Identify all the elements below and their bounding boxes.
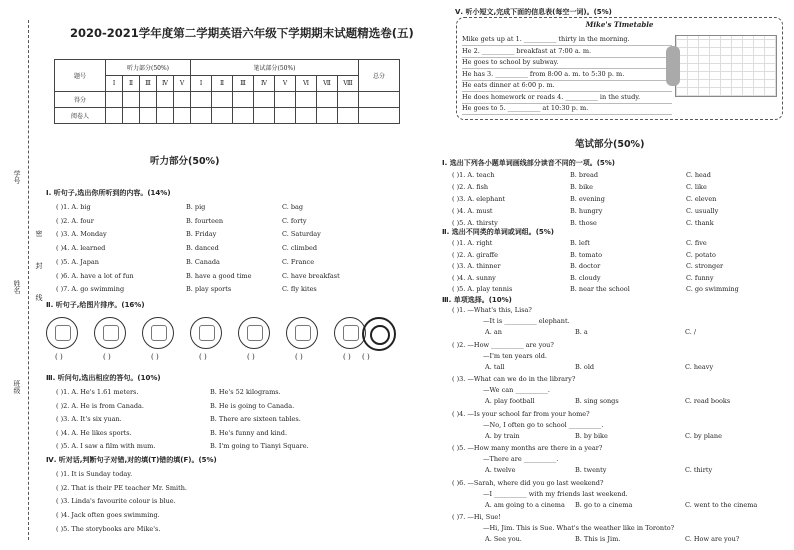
name-label: 姓名 <box>13 280 21 294</box>
option-c[interactable]: C. thirty <box>685 466 713 474</box>
picture-row <box>46 317 391 349</box>
question-text[interactable]: ( )4. —Is your school far from your home? <box>452 409 590 418</box>
score-cell[interactable] <box>359 108 400 124</box>
question-text[interactable]: ( )3. —What can we do in the library? <box>452 375 576 383</box>
writing-2-heading: Ⅱ. 选出不同类的单词或词组。(5%) <box>442 228 554 236</box>
option-text: C. usually <box>686 207 719 215</box>
student-number-label: 学号 <box>13 170 21 184</box>
option-b[interactable]: B. by bike <box>575 431 608 440</box>
statement-text[interactable]: ( )2. That is their PE teacher Mr. Smith. <box>56 483 187 492</box>
question-text[interactable]: ( )5. —How many months are there in a year? <box>452 444 603 452</box>
option-b[interactable]: B. a <box>575 328 588 336</box>
timetable-line[interactable]: He 2. __________ breakfast at 7:00 a. m. <box>462 47 672 58</box>
writing-col-3: Ⅲ <box>233 76 254 92</box>
option-text[interactable]: ( )6. A. have a lot of fun <box>56 271 134 280</box>
option-c[interactable]: C. / <box>685 328 697 336</box>
option-text: B. have a good time <box>186 271 252 280</box>
picture-3-icon <box>142 317 174 349</box>
option-text[interactable]: ( )5. A. play tennis <box>452 285 513 293</box>
boy-figure-icon <box>666 46 680 86</box>
answer-blank[interactable]: ( ) <box>151 353 159 361</box>
option-a[interactable]: A. an <box>485 328 502 336</box>
score-cell[interactable] <box>296 108 317 124</box>
option-text: C. funny <box>686 273 714 282</box>
option-text: B. Friday <box>186 230 217 239</box>
option-text[interactable]: ( )7. A. go swimming <box>56 285 125 294</box>
writing-col-6: Ⅵ <box>296 76 317 92</box>
option-text: B. He is going to Canada. <box>210 401 295 410</box>
timetable-line[interactable]: Mike gets up at 1. __________ thirty in the morning. <box>462 35 672 46</box>
option-text: C. head <box>686 171 711 179</box>
option-c[interactable]: C. by plane <box>685 431 722 440</box>
header-question: 题号 <box>55 60 106 92</box>
score-cell[interactable] <box>123 92 140 108</box>
page-title: 2020-2021学年度第二学期英语六年级下学期期末试题精选卷(五) <box>70 26 414 40</box>
listening-col-5: Ⅴ <box>174 76 191 92</box>
option-text[interactable]: ( )2. A. giraffe <box>452 250 498 259</box>
question-line-2: —Hi, Jim. This is Sue. What's the weather like in Toronto? <box>483 524 675 532</box>
option-text: C. Saturday <box>282 230 321 239</box>
option-a[interactable]: A. by train <box>485 431 520 440</box>
answer-blank[interactable]: ( ) <box>343 353 351 361</box>
option-text: B. I'm going to Tianyi Square. <box>210 442 309 450</box>
answer-blank[interactable]: ( ) <box>295 353 303 361</box>
answer-blank[interactable]: ( ) <box>247 353 255 361</box>
score-cell[interactable] <box>338 92 359 108</box>
option-text[interactable]: ( )4. A. sunny <box>452 273 496 282</box>
option-a[interactable]: A. tall <box>485 362 505 371</box>
option-text: B. bike <box>570 183 593 191</box>
option-text[interactable]: ( )4. A. learned <box>56 244 106 253</box>
score-cell[interactable] <box>296 92 317 108</box>
score-cell[interactable] <box>212 92 233 108</box>
timetable-title: Mike's Timetable <box>585 20 654 29</box>
option-text[interactable]: ( )1. A. big <box>56 203 91 211</box>
header-listening: 听力部分(50%) <box>106 60 191 76</box>
option-b[interactable]: B. twenty <box>575 466 607 474</box>
class-label: 班级 <box>13 380 21 394</box>
score-cell[interactable] <box>233 92 254 108</box>
score-cell[interactable] <box>157 92 174 108</box>
listening-1-heading: Ⅰ. 听句子,选出你所听到的内容。(14%) <box>46 189 171 197</box>
cut-line <box>28 20 29 540</box>
option-text[interactable]: ( )1. A. right <box>452 239 493 247</box>
listening-3-heading: Ⅲ. 听问句,选出相应的答句。(10%) <box>46 374 161 382</box>
binding-margin <box>0 0 43 550</box>
writing-3-heading: Ⅲ. 单项选择。(10%) <box>442 296 512 304</box>
timetable-box <box>456 17 783 120</box>
header-writing: 笔试部分(50%) <box>191 60 359 76</box>
option-text[interactable]: ( )1. A. He's 1.61 meters. <box>56 388 139 396</box>
option-a[interactable]: A. See you. <box>485 535 522 543</box>
score-cell[interactable] <box>338 108 359 124</box>
writing-title: 笔试部分(50%) <box>575 139 645 150</box>
header-total: 总分 <box>359 60 400 92</box>
statement-text[interactable]: ( )4. Jack often goes swimming. <box>56 511 160 520</box>
question-line-2: —There are __________. <box>483 455 559 463</box>
score-cell[interactable] <box>140 92 157 108</box>
option-text[interactable]: ( )4. A. must <box>452 207 493 215</box>
picture-5-icon <box>238 317 270 349</box>
timetable-line[interactable]: He has 3. __________ from 8:00 a. m. to 5:30 p. m. <box>462 70 672 81</box>
option-text: B. pig <box>186 203 206 211</box>
option-text[interactable]: ( )4. A. He likes sports. <box>56 428 132 437</box>
listening-5-heading: Ⅴ. 听小短文,完成下面的信息表(每空一词)。(5%) <box>455 8 612 16</box>
option-text: C. like <box>686 183 707 191</box>
score-cell[interactable] <box>174 92 191 108</box>
writing-col-4: Ⅳ <box>254 76 275 92</box>
option-text: B. There are sixteen tables. <box>210 415 301 423</box>
score-cell[interactable] <box>157 108 174 124</box>
answer-blank[interactable]: ( ) <box>362 353 370 361</box>
writing-col-1: Ⅰ <box>191 76 212 92</box>
option-text: B. near the school <box>570 285 630 293</box>
question-text[interactable]: ( )2. —How __________ are you? <box>452 340 554 349</box>
listening-col-4: Ⅳ <box>157 76 174 92</box>
option-b[interactable]: B. go to a cinema <box>575 500 633 509</box>
score-cell[interactable] <box>191 92 212 108</box>
option-text: C. thank <box>686 219 714 227</box>
seal-mark-2: 封 <box>35 262 43 269</box>
option-text: B. bread <box>570 171 599 179</box>
option-text: C. bag <box>282 203 304 211</box>
option-a[interactable]: A. play football <box>485 397 535 405</box>
timetable-line[interactable]: He goes to 5. __________ at 10:30 p. m. <box>462 104 672 115</box>
statement-text[interactable]: ( )1. It is Sunday today. <box>56 470 133 478</box>
option-text: C. climbed <box>282 244 318 253</box>
statement-text[interactable]: ( )5. The storybooks are Mike's. <box>56 524 161 533</box>
option-text: B. He's 52 kilograms. <box>210 388 281 396</box>
option-text: B. those <box>570 219 597 227</box>
option-text: C. five <box>686 239 707 247</box>
question-line-2: —It is __________ elephant. <box>483 317 570 325</box>
no-entry-sign-icon <box>362 317 396 351</box>
score-cell[interactable] <box>275 108 296 124</box>
listening-col-2: Ⅱ <box>123 76 140 92</box>
option-text: C. eleven <box>686 195 717 203</box>
option-a[interactable]: A. twelve <box>485 466 516 474</box>
writing-col-5: Ⅴ <box>275 76 296 92</box>
row-grader-label: 阅卷人 <box>55 108 106 124</box>
option-b[interactable]: B. old <box>575 362 595 371</box>
option-text: B. play sports <box>186 285 232 294</box>
option-text[interactable]: ( )1. A. teach <box>452 171 495 179</box>
score-cell[interactable] <box>140 108 157 124</box>
question-line-2: —I'm ten years old. <box>483 351 547 360</box>
score-table <box>54 59 400 124</box>
writing-1-heading: Ⅰ. 选出下列各小题单词画线部分读音不同的一项。(5%) <box>442 159 615 167</box>
option-text: C. stronger <box>686 262 724 270</box>
statement-text[interactable]: ( )3. Linda's favourite colour is blue. <box>56 497 176 506</box>
timetable-image <box>675 35 777 97</box>
score-cell[interactable] <box>275 92 296 108</box>
option-c[interactable]: C. read books <box>685 397 731 405</box>
seal-mark-3: 线 <box>35 294 43 301</box>
score-cell[interactable] <box>106 108 123 124</box>
option-text[interactable]: ( )2. A. four <box>56 216 94 225</box>
option-text: C. have breakfast <box>282 271 340 280</box>
score-cell[interactable] <box>359 92 400 108</box>
question-text[interactable]: ( )7. —Hi, Sue! <box>452 513 501 521</box>
option-b[interactable]: B. This is Jim. <box>575 535 621 543</box>
listening-title: 听力部分(50%) <box>150 156 220 167</box>
seal-mark: 密 <box>35 230 43 237</box>
option-c[interactable]: C. heavy <box>685 362 714 371</box>
listening-col-3: Ⅲ <box>140 76 157 92</box>
writing-col-7: Ⅶ <box>317 76 338 92</box>
option-text[interactable]: ( )5. A. Japan <box>56 257 99 266</box>
writing-col-2: Ⅱ <box>212 76 233 92</box>
option-text: B. hungry <box>570 207 603 215</box>
question-text[interactable]: ( )6. —Sarah, where did you go last weekend? <box>452 478 604 487</box>
row-score-label: 得分 <box>55 92 106 108</box>
option-text: B. cloudy <box>570 273 601 282</box>
picture-2-icon <box>94 317 126 349</box>
option-text[interactable]: ( )3. A. Monday <box>56 230 107 239</box>
score-cell[interactable] <box>317 92 338 108</box>
option-c[interactable]: C. went to the cinema <box>685 500 758 509</box>
option-text: C. fly kites <box>282 285 317 294</box>
answer-blank[interactable]: ( ) <box>103 353 111 361</box>
option-text: C. France <box>282 257 315 266</box>
timetable-line[interactable]: He goes to school by subway. <box>462 58 672 69</box>
option-text: C. go swimming <box>686 285 739 293</box>
question-line-2: —No, I often go to school __________. <box>483 420 604 429</box>
option-text: C. potato <box>686 250 716 259</box>
question-line-2: —I __________ with my friends last weekend. <box>483 489 628 498</box>
answer-blank[interactable]: ( ) <box>55 353 63 361</box>
option-text[interactable]: ( )2. A. fish <box>452 183 489 191</box>
question-text[interactable]: ( )1. —What's this, Lisa? <box>452 306 532 314</box>
answer-blank[interactable]: ( ) <box>199 353 207 361</box>
listening-4-heading: Ⅳ. 听对话,判断句子对错,对的填(T)错的填(F)。(5%) <box>46 456 217 464</box>
timetable-line[interactable]: He eats dinner at 6:00 p. m. <box>462 81 672 92</box>
option-text[interactable]: ( )2. A. He is from Canada. <box>56 401 144 410</box>
listening-col-1: Ⅰ <box>106 76 123 92</box>
score-cell[interactable] <box>191 108 212 124</box>
score-cell[interactable] <box>254 92 275 108</box>
option-text: B. evening <box>570 195 605 203</box>
option-text[interactable]: ( )5. A. I saw a film with mum. <box>56 442 156 450</box>
option-text: B. fourteen <box>186 216 224 225</box>
option-text[interactable]: ( )3. A. thinner <box>452 262 501 270</box>
option-text: B. left <box>570 239 590 247</box>
picture-6-icon <box>286 317 318 349</box>
score-cell[interactable] <box>233 108 254 124</box>
score-cell[interactable] <box>123 108 140 124</box>
listening-2-heading: Ⅱ. 听句子,给图片排序。(16%) <box>46 301 145 309</box>
option-text: B. He's funny and kind. <box>210 428 288 437</box>
option-b[interactable]: B. sing songs <box>575 397 619 405</box>
option-text[interactable]: ( )3. A. elephant <box>452 195 506 203</box>
timetable-line[interactable]: He does homework or reads 4. __________ in the study. <box>462 93 672 104</box>
option-text: B. tomato <box>570 250 602 259</box>
writing-col-8: Ⅷ <box>338 76 359 92</box>
option-text: B. doctor <box>570 262 601 270</box>
option-text: B. danced <box>186 244 219 253</box>
option-c[interactable]: C. How are you? <box>685 535 740 543</box>
option-text: B. Canada <box>186 257 220 266</box>
option-text: C. forty <box>282 216 307 225</box>
score-cell[interactable] <box>212 108 233 124</box>
score-cell[interactable] <box>317 108 338 124</box>
question-line-2: —We can __________. <box>483 386 550 394</box>
score-cell[interactable] <box>254 108 275 124</box>
picture-1-icon <box>46 317 78 349</box>
score-cell[interactable] <box>174 108 191 124</box>
picture-4-icon <box>190 317 222 349</box>
option-text[interactable]: ( )3. A. It's six yuan. <box>56 415 122 423</box>
option-text[interactable]: ( )5. A. thirsty <box>452 219 498 227</box>
score-cell[interactable] <box>106 92 123 108</box>
option-a[interactable]: A. am going to a cinema <box>485 500 565 509</box>
